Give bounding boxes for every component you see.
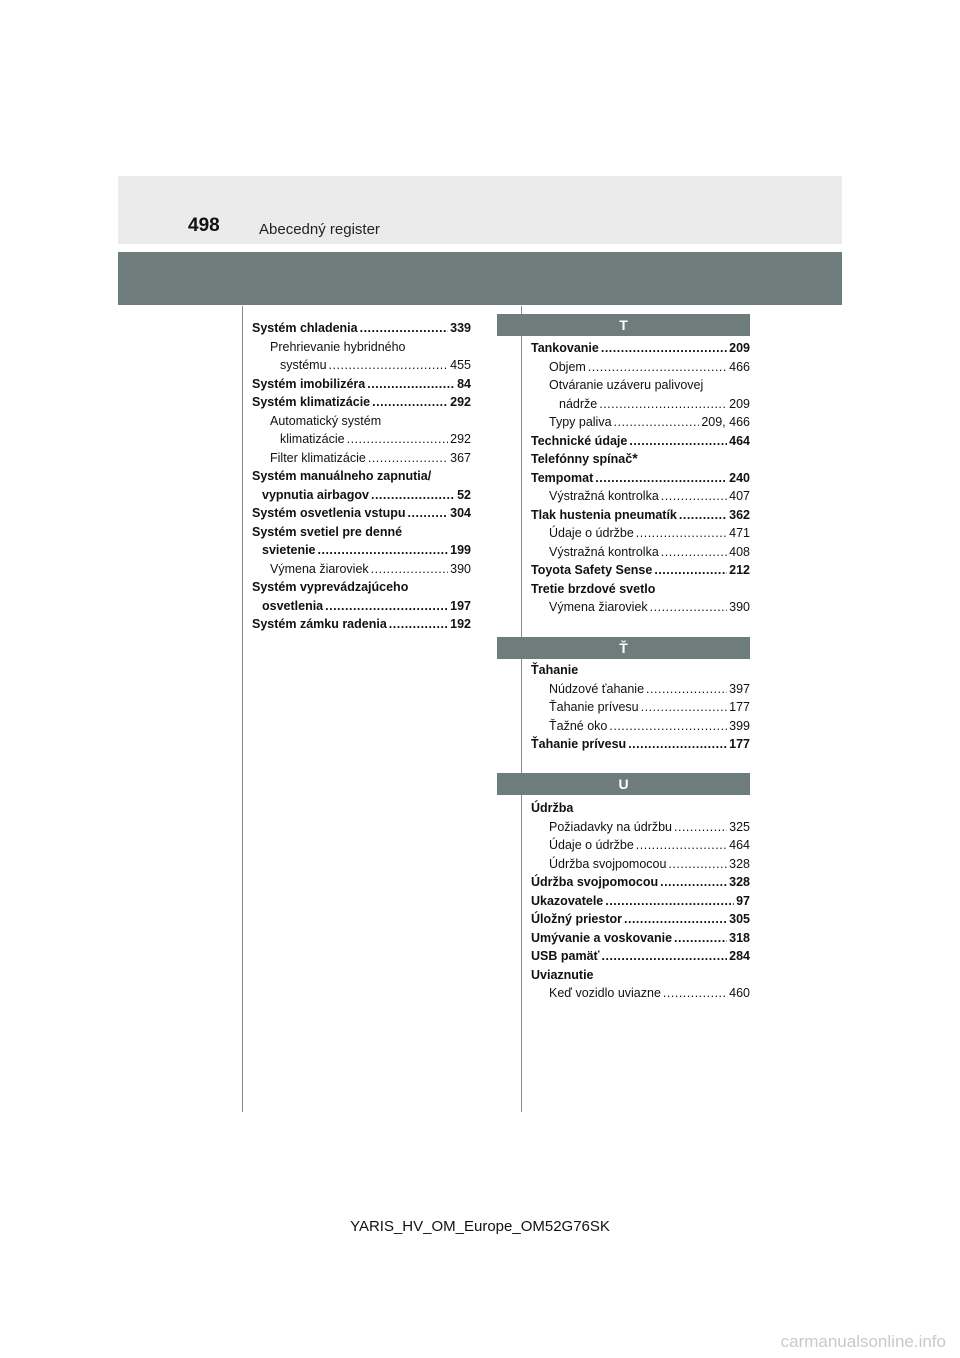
- index-subentry: [252, 449, 471, 468]
- index-subentry: [531, 855, 750, 874]
- index-entry: [531, 873, 750, 892]
- page-ref: 84: [457, 376, 471, 391]
- leader-dots: [679, 506, 727, 525]
- index-column-left: [252, 319, 471, 634]
- page-ref: 209: [729, 396, 750, 411]
- index-entry: [252, 523, 471, 560]
- leader-dots: [389, 615, 448, 634]
- leader-dots: [663, 984, 727, 1003]
- leader-dots: [641, 698, 728, 717]
- page-number: 498: [188, 215, 220, 236]
- leader-dots: [660, 873, 727, 892]
- index-subentry: [531, 598, 750, 617]
- entry-term: systému: [280, 358, 327, 372]
- leader-dots: [601, 339, 727, 358]
- page-ref: 284: [729, 949, 750, 963]
- entry-term: Prehrievanie hybridného: [270, 339, 406, 354]
- entry-term: Systém imobilizéra: [252, 376, 366, 391]
- entry-term: Systém osvetlenia vstupu: [252, 506, 406, 520]
- leader-dots: [614, 413, 700, 432]
- index-entry: [531, 661, 750, 680]
- leader-dots: [367, 375, 455, 394]
- entry-term: Výstražná kontrolka: [549, 489, 659, 503]
- leader-dots: [674, 818, 727, 837]
- entry-term: USB pamäť: [531, 949, 600, 963]
- leader-dots: [674, 929, 727, 948]
- page-ref: 197: [450, 598, 471, 613]
- index-subentry: [531, 358, 750, 377]
- index-subentry: [531, 487, 750, 506]
- entry-term: Ťahanie prívesu: [531, 737, 627, 751]
- watermark: carmanualsonline.info: [780, 1332, 946, 1351]
- entry-term: Tankovanie: [531, 341, 599, 355]
- letter-section-entries: [531, 339, 750, 617]
- page-ref: 52: [457, 487, 471, 502]
- entry-term: Údržba svojpomocou: [549, 856, 667, 871]
- index-entry: [531, 799, 750, 818]
- index-subentry: [531, 836, 750, 855]
- index-entry: [531, 506, 750, 525]
- index-entry: [531, 735, 750, 754]
- page-ref: 390: [729, 600, 750, 614]
- leader-dots: [368, 449, 448, 468]
- entry-term: Uviaznutie: [531, 967, 594, 982]
- entry-term: Systém vyprevádzajúceho: [252, 580, 409, 594]
- index-entry: [531, 929, 750, 948]
- entry-term: Údržba: [531, 801, 574, 815]
- entry-term: Úložný priestor: [531, 912, 622, 926]
- entry-term: Filter klimatizácie: [270, 450, 366, 465]
- entry-term: nádrže: [559, 396, 598, 411]
- page-ref: 328: [729, 875, 750, 889]
- leader-dots: [595, 469, 727, 488]
- index-entry: [531, 892, 750, 911]
- entry-term: Systém chladenia: [252, 321, 358, 335]
- page-ref: 367: [450, 450, 471, 465]
- index-entry: [531, 910, 750, 929]
- page-ref: 464: [729, 838, 750, 852]
- page-ref: 212: [729, 563, 750, 577]
- page-ref: 305: [729, 912, 750, 926]
- index-entry: [252, 375, 471, 394]
- index-subentry: [531, 543, 750, 562]
- leader-dots: [360, 319, 449, 338]
- index-entry: [531, 432, 750, 451]
- leader-dots: [371, 560, 448, 579]
- entry-term: Automatický systém: [270, 413, 382, 428]
- page-ref: 199: [450, 543, 471, 557]
- index-subentry: [252, 560, 471, 579]
- index-entry: [252, 578, 471, 615]
- leader-dots: [408, 504, 449, 523]
- leader-dots: [599, 395, 727, 414]
- page-ref: 471: [729, 526, 750, 540]
- leader-dots: [650, 598, 727, 617]
- page-ref: 362: [729, 507, 750, 522]
- leader-dots: [318, 541, 449, 560]
- entry-term: Výstražná kontrolka: [549, 544, 659, 559]
- entry-term: Telefónny spínač: [531, 452, 633, 466]
- left-column-rule: [242, 306, 243, 1112]
- leader-dots: [588, 358, 727, 377]
- index-entry: [252, 393, 471, 412]
- index-subentry: [531, 680, 750, 699]
- letter-section-entries: [531, 799, 750, 1003]
- leader-dots: [347, 430, 449, 449]
- leader-dots: [668, 855, 727, 874]
- entry-term: Toyota Safety Sense: [531, 563, 653, 577]
- entry-term: Otváranie uzáveru palivovej: [549, 378, 704, 392]
- page-ref: 408: [729, 544, 750, 559]
- header-band: [118, 176, 842, 244]
- index-entry: [531, 469, 750, 488]
- index-subentry: [531, 524, 750, 543]
- leader-dots: [329, 356, 449, 375]
- entry-term: Výmena žiaroviek: [270, 561, 369, 576]
- entry-term: Údaje o údržbe: [549, 838, 634, 852]
- entry-term: Technické údaje: [531, 433, 628, 448]
- index-subentry: [531, 717, 750, 736]
- leader-dots: [629, 432, 727, 451]
- page-ref: 325: [729, 819, 750, 834]
- page-ref: 455: [450, 358, 471, 372]
- entry-term: Ťahanie: [531, 663, 579, 677]
- index-subentry: [531, 818, 750, 837]
- leader-dots: [661, 487, 727, 506]
- entry-term: Systém manuálneho zapnutia/: [252, 469, 432, 483]
- letter-heading: U: [497, 773, 750, 795]
- index-subentry: [531, 698, 750, 717]
- entry-term: Údržba svojpomocou: [531, 875, 659, 889]
- page-ref: 339: [450, 321, 471, 335]
- leader-dots: [624, 910, 727, 929]
- index-entry: [252, 467, 471, 504]
- index-entry: [531, 339, 750, 358]
- entry-term: svietenie: [262, 543, 316, 557]
- index-entry: Telefónny spínač *: [531, 450, 750, 469]
- entry-term: Systém zámku radenia: [252, 617, 387, 631]
- leader-dots: [628, 735, 727, 754]
- entry-term: Údaje o údržbe: [549, 526, 634, 540]
- page-ref: 464: [729, 433, 750, 448]
- entry-term: Požiadavky na údržbu: [549, 819, 672, 834]
- entry-term: Tretie brzdové svetlo: [531, 581, 656, 596]
- entry-term: Systém klimatizácie: [252, 395, 371, 409]
- page-ref: 177: [729, 737, 750, 751]
- index-entry: [531, 580, 750, 599]
- letter-section-entries: [531, 661, 750, 754]
- letter-heading: T: [497, 314, 750, 336]
- page-ref: 407: [729, 489, 750, 503]
- index-subentry: [531, 376, 750, 413]
- page-ref: 397: [729, 681, 750, 696]
- leader-dots: [605, 892, 734, 911]
- leader-dots: [371, 486, 455, 505]
- section-title: Abecedný register: [259, 221, 380, 238]
- page-ref: 466: [729, 359, 750, 374]
- page-ref: 177: [729, 700, 750, 714]
- index-entry: [252, 504, 471, 523]
- leader-dots: [636, 524, 727, 543]
- page-ref: 240: [729, 470, 750, 485]
- entry-term: klimatizácie: [280, 432, 345, 446]
- letter-heading: Ť: [497, 637, 750, 659]
- leader-dots: [325, 597, 448, 616]
- leader-dots: [602, 947, 728, 966]
- entry-term: osvetlenia: [262, 598, 324, 613]
- index-entry: [252, 615, 471, 634]
- page-ref: 390: [450, 561, 471, 576]
- entry-term: Núdzové ťahanie: [549, 681, 645, 696]
- entry-term: Ukazovatele: [531, 893, 604, 908]
- page-ref: 460: [729, 986, 750, 1000]
- page-ref: 209, 466: [701, 415, 750, 429]
- right-column-rule: [521, 306, 522, 1112]
- index-subentry: [531, 413, 750, 432]
- entry-term: Systém svetiel pre denné: [252, 524, 403, 539]
- entry-term: Tempomat: [531, 470, 594, 485]
- index-subentry: [252, 338, 471, 375]
- index-subentry: [252, 412, 471, 449]
- index-subentry: [531, 984, 750, 1003]
- leader-dots: [646, 680, 727, 699]
- entry-term: Tlak hustenia pneumatík: [531, 507, 677, 522]
- leader-dots: [372, 393, 448, 412]
- page-ref: 97: [736, 893, 750, 908]
- entry-term: Keď vozidlo uviazne: [549, 986, 661, 1000]
- page-ref: 209: [729, 341, 750, 355]
- entry-term: Ťažné oko: [549, 718, 608, 733]
- leader-dots: [661, 543, 727, 562]
- page-ref: 304: [450, 506, 471, 520]
- page-ref: 328: [729, 856, 750, 871]
- page-ref: 292: [450, 395, 471, 409]
- index-entry: [252, 319, 471, 338]
- index-entry: [531, 561, 750, 580]
- entry-term: Objem: [549, 359, 586, 374]
- page-ref: 399: [729, 718, 750, 733]
- leader-dots: [636, 836, 727, 855]
- page-ref: 192: [450, 617, 471, 631]
- entry-term: Typy paliva: [549, 415, 612, 429]
- leader-dots: [654, 561, 727, 580]
- page-ref: 318: [729, 930, 750, 945]
- entry-term: Umývanie a voskovanie: [531, 930, 673, 945]
- index-entry: [531, 966, 750, 985]
- document-code: YARIS_HV_OM_Europe_OM52G76SK: [350, 1218, 610, 1235]
- index-entry: [531, 947, 750, 966]
- entry-term: vypnutia airbagov: [262, 487, 369, 502]
- entry-term: Ťahanie prívesu: [549, 700, 639, 714]
- header-dark-band: [118, 252, 842, 305]
- page-ref: 292: [450, 432, 471, 446]
- leader-dots: [609, 717, 727, 736]
- entry-term: Výmena žiaroviek: [549, 600, 648, 614]
